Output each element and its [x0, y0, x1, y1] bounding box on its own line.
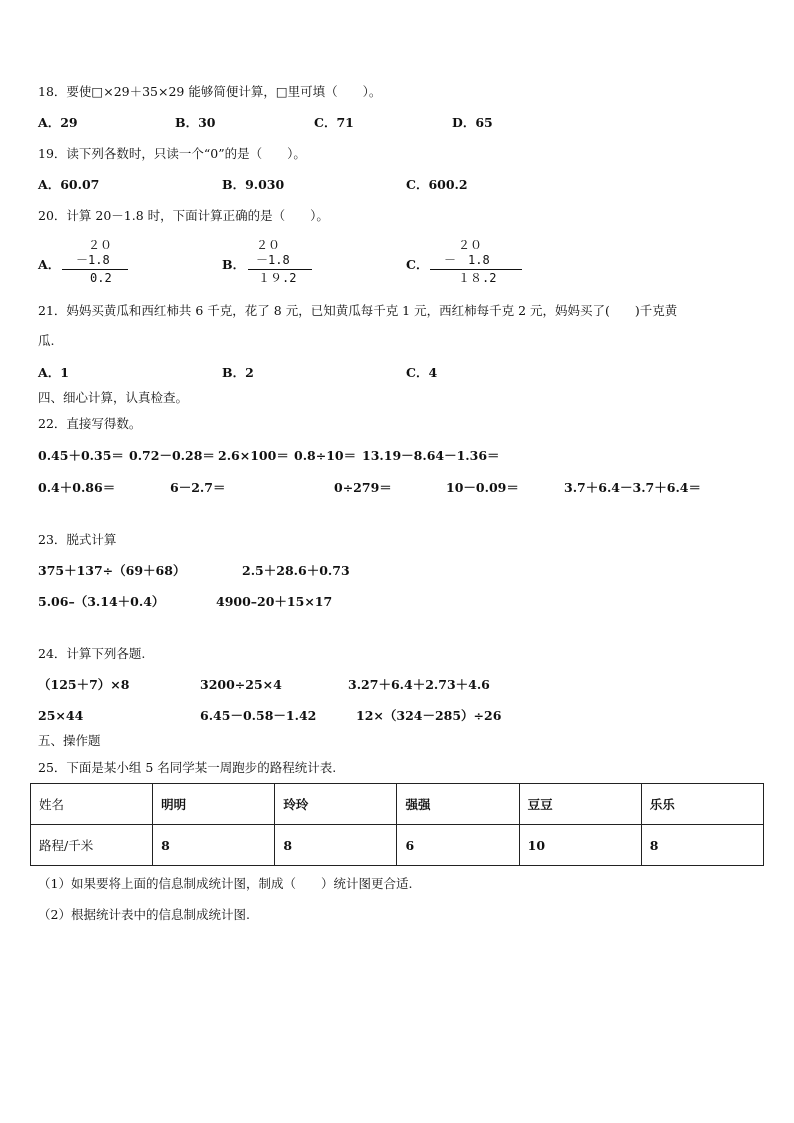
table-cell: 强强: [397, 784, 519, 825]
table-cell: 姓名: [31, 784, 153, 825]
arith-result: １８.2: [458, 271, 497, 285]
q24-item: 6.45－0.58－1.42: [200, 708, 317, 723]
q18-option-a: A．29: [38, 115, 78, 130]
table-cell: 豆豆: [519, 784, 641, 825]
arith-subtrahend: －1.8: [256, 253, 290, 267]
q20-option-c-label: C．: [406, 257, 429, 272]
q24-item: 3.27＋6.4＋2.73＋4.6: [348, 677, 490, 692]
q22-item: 3.7＋6.4－3.7＋6.4＝: [564, 480, 701, 495]
q21-option-b: B．2: [222, 365, 254, 380]
q20-option-c-arithmetic: [430, 238, 530, 288]
arith-top: ２０: [458, 238, 483, 252]
q20-option-b-arithmetic: [244, 238, 334, 288]
arith-line: [248, 269, 312, 270]
q19-option-a: A．60.07: [38, 177, 100, 192]
arith-subtrahend: －1.8: [76, 253, 110, 267]
q20-option-a-arithmetic: [62, 238, 152, 288]
q24-item: 12×（324－285）÷26: [356, 708, 502, 723]
arith-top: ２０: [88, 238, 113, 252]
question-19-stem: 19．读下列各数时，只读一个“0”的是（ ）。: [38, 146, 306, 161]
q20-option-a-label: A．: [38, 257, 61, 272]
arith-line: [62, 269, 128, 270]
arith-result: 0.2: [90, 271, 112, 285]
question-20-stem: 20．计算 20－1.8 时，下面计算正确的是（ ）。: [38, 208, 329, 223]
table-row: [31, 825, 764, 866]
table-cell: 8: [275, 825, 397, 866]
q18-option-d: D．65: [452, 115, 493, 130]
q23-item: 375＋137÷（69＋68）: [38, 563, 186, 578]
q19-option-c: C．600.2: [406, 177, 468, 192]
q24-item: 25×44: [38, 708, 84, 723]
q22-item: 10－0.09＝: [446, 480, 519, 495]
q18-option-c: C．71: [314, 115, 354, 130]
question-23-stem: 23．脱式计算: [38, 532, 117, 547]
section-4-heading: 四、细心计算，认真检查。: [38, 390, 189, 405]
q22-item: 0.45＋0.35＝: [38, 448, 124, 463]
q22-item: 0.72－0.28＝: [129, 448, 215, 463]
q22-item: 0.4＋0.86＝: [38, 480, 116, 495]
arith-subtrahend: － 1.8: [444, 253, 490, 267]
table-cell: 8: [641, 825, 763, 866]
q23-item: 5.06–（3.14＋0.4）: [38, 594, 165, 609]
question-22-stem: 22．直接写得数。: [38, 416, 142, 431]
q21-option-c: C．4: [406, 365, 438, 380]
table-row: [31, 784, 764, 825]
question-21-stem-line2: 瓜.: [38, 333, 55, 348]
question-24-stem: 24．计算下列各题.: [38, 646, 146, 661]
q23-item: 2.5＋28.6＋0.73: [242, 563, 350, 578]
q23-item: 4900–20＋15×17: [216, 594, 333, 609]
q24-item: （125＋7）×8: [38, 677, 130, 692]
q21-option-a: A．1: [38, 365, 69, 380]
table-cell: 8: [153, 825, 275, 866]
table-cell: 明明: [153, 784, 275, 825]
arith-result: １９.2: [258, 271, 297, 285]
question-25-stem: 25．下面是某小组 5 名同学某一周跑步的路程统计表.: [38, 760, 337, 775]
table-cell: 玲玲: [275, 784, 397, 825]
q18-option-b: B．30: [175, 115, 216, 130]
q24-item: 3200÷25×4: [200, 677, 282, 692]
q22-item: 13.19－8.64－1.36＝: [362, 448, 500, 463]
arith-line: [430, 269, 522, 270]
table-cell: 6: [397, 825, 519, 866]
q22-item: 2.6×100＝: [218, 448, 289, 463]
q22-item: 0.8÷10＝: [294, 448, 357, 463]
q25-subquestion-2: （2）根据统计表中的信息制成统计图.: [38, 907, 250, 922]
table-cell: 10: [519, 825, 641, 866]
question-21-stem-line1: 21．妈妈买黄瓜和西红柿共 6 千克，花了 8 元，已知黄瓜每千克 1 元，西红柿每千克 2 元，妈妈买了( )千克黄: [38, 303, 678, 318]
running-distance-table: [30, 783, 764, 866]
section-5-heading: 五、操作题: [38, 733, 101, 748]
q22-item: 0÷279＝: [334, 480, 392, 495]
q22-item: 6－2.7＝: [170, 480, 226, 495]
q20-option-b-label: B．: [222, 257, 246, 272]
q19-option-b: B．9.030: [222, 177, 285, 192]
table-cell: 路程/千米: [31, 825, 153, 866]
arith-top: ２０: [256, 238, 281, 252]
q25-subquestion-1: （1）如果要将上面的信息制成统计图，制成（ ）统计图更合适.: [38, 876, 413, 891]
table-cell: 乐乐: [641, 784, 763, 825]
question-18-stem: 18．要使□×29＋35×29 能够简便计算，□里可填（ ）。: [38, 84, 382, 99]
